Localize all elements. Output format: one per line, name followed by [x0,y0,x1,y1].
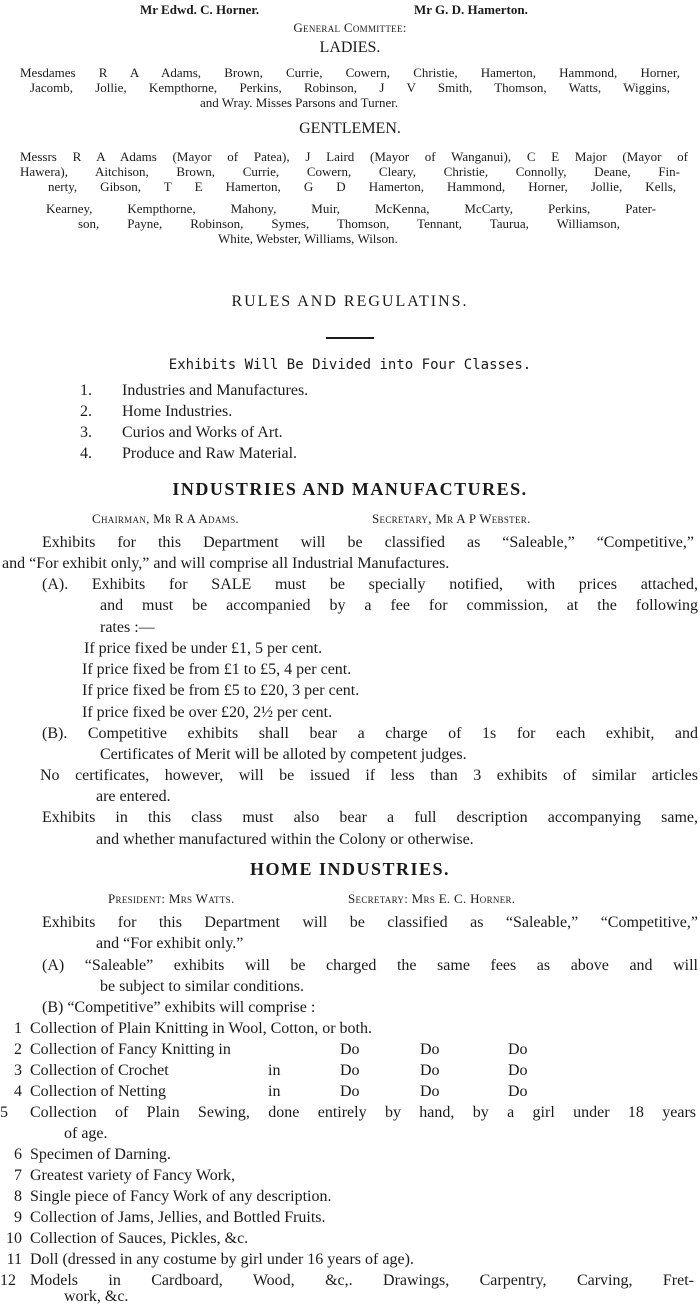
list-item: 10 Collection of Sauces, Pickles, &c. [6,1230,249,1247]
home-a-1: (A) “Saleable” exhibits will be charged the same fees as above and will [42,957,698,974]
gentlemen-line-5: son, Payne, Robinson, Symes, Thomson, Tennant, Taurua, Williamson, [78,216,620,231]
home-intro-1: Exhibits for this Department will be classified as “Saleable,” “Competitive,” [42,914,698,931]
ditto-mark: Do [508,1041,528,1058]
list-item: 8 Single piece of Fancy Work of any description. [14,1188,332,1205]
ditto-mark: Do [420,1062,440,1079]
list-item: 12 Models in Cardboard, Wood, &c,. Drawings, Carpentry, Carving, Fret- [0,1272,694,1289]
class-item-3: 3. Curios and Works of Art. [80,424,283,441]
list-item: 9 Collection of Jams, Jellies, and Bottled Fruits. [14,1209,326,1226]
in-word: in [268,1083,281,1100]
ditto-mark: Do [340,1062,360,1079]
officer-left: Mr Edwd. C. Horner. [140,2,260,17]
list-item: 11 Doll (dressed in any costume by girl under 16 years of age). [6,1251,414,1268]
ladies-line-2: Jacomb, Jollie, Kempthorne, Perkins, Robinson, J V Smith, Thomson, Watts, Wiggins, [30,80,670,95]
industries-nocert-1: No certificates, however, will be issued if less than 3 exhibits of similar articles [40,767,698,784]
general-committee-label: General Committee: [293,20,407,35]
gentlemen-line-6: White, Webster, Williams, Wilson. [218,231,398,246]
home-secretary: Secretary: Mrs E. C. Horner. [348,891,516,906]
rules-title: RULES AND REGULATINS. [231,293,469,310]
class-item-4: 4. Produce and Raw Material. [80,445,298,462]
list-item: 5 Collection of Plain Sewing, done entirely by hand, by a girl under 18 years [0,1104,696,1121]
list-item: 3 Collection of Crochet [14,1062,169,1079]
list-item-continuation: of age. [64,1125,108,1142]
industries-secretary: Secretary, Mr A P Webster. [372,511,531,526]
ditto-mark: Do [340,1041,360,1058]
ladies-line-3: and Wray. Misses Parsons and Turner. [200,95,399,110]
list-item: 7 Greatest variety of Fancy Work, [14,1167,236,1184]
rate-line-1: If price fixed be under £1, 5 per cent. [84,640,323,657]
industries-desc-1: Exhibits in this class must also bear a full description accompanying same, [42,809,698,826]
ditto-mark: Do [420,1083,440,1100]
list-item: 4 Collection of Netting [14,1083,166,1100]
ditto-mark: Do [420,1041,440,1058]
ladies-line-1: Mesdames R A Adams, Brown, Currie, Cowern, Christie, Hamerton, Hammond, Horner, [20,65,680,80]
class-item-1: 1. Industries and Manufactures. [80,382,309,399]
home-president: President: Mrs Watts. [108,891,235,906]
class-item-2: 2. Home Industries. [80,403,233,420]
industries-a-2: and must be accompanied by a fee for commission, at the following [100,597,698,614]
industries-heading: INDUSTRIES AND MANUFACTURES. [172,479,528,499]
home-b-1: (B) “Competitive” exhibits will comprise : [42,999,316,1016]
gentlemen-heading: GENTLEMEN. [299,120,401,137]
list-item: 2 Collection of Fancy Knitting in [14,1041,231,1058]
ditto-mark: Do [508,1083,528,1100]
industries-b-2: Certificates of Merit will be alloted by competent judges. [100,746,467,763]
industries-desc-2: and whether manufactured within the Colony or otherwise. [96,831,474,848]
ladies-heading: LADIES. [319,39,381,56]
industries-a-1: (A). Exhibits for SALE must be specially notified, with prices attached, [42,576,698,593]
home-intro-2: and “For exhibit only.” [96,935,244,952]
list-item-continuation: work, &c. [64,1288,129,1305]
rate-line-2: If price fixed be from £1 to £5, 4 per cent. [82,661,352,678]
home-a-2: be subject to similar conditions. [100,978,304,995]
gentlemen-line-2: Hawera), Aitchison, Brown, Currie, Cowern, Cleary, Christie, Connolly, Deane, Fin- [20,164,680,179]
home-heading: HOME INDUSTRIES. [249,859,451,879]
gentlemen-line-3: nerty, Gibson, T E Hamerton, G D Hamerton, Hammond, Horner, Jollie, Kells, [48,179,676,194]
industries-chairman: Chairman, Mr R A Adams. [92,511,239,526]
industries-intro-2: and “For exhibit only,” and will comprise all Industrial Manufactures. [2,555,450,572]
ditto-mark: Do [508,1062,528,1079]
gentlemen-line-1: Messrs R A Adams (Mayor of Patea), J Laird (Mayor of Wanganui), C E Major (Mayor of [20,149,688,164]
industries-nocert-2: are entered. [96,788,171,805]
classes-heading: Exhibits Will Be Divided into Four Classes. [168,357,532,373]
industries-intro-1: Exhibits for this Department will be classified as “Saleable,” “Competitive,” [42,534,694,551]
gentlemen-line-4: Kearney, Kempthorne, Mahony, Muir, McKenna, McCarty, Perkins, Pater- [46,201,656,216]
list-item: 6 Specimen of Darning. [14,1146,171,1163]
rate-line-3: If price fixed be from £5 to £20, 3 per cent. [82,682,360,699]
rate-line-4: If price fixed be over £20, 2½ per cent. [82,704,333,721]
ditto-mark: Do [340,1083,360,1100]
officer-right: Mr G. D. Hamerton. [414,2,528,17]
industries-b-1: (B). Competitive exhibits shall bear a charge of 1s for each exhibit, and [42,725,698,742]
industries-a-3: rates :— [100,619,155,636]
list-item: 1 Collection of Plain Knitting in Wool, Cotton, or both. [14,1020,372,1037]
in-word: in [268,1062,281,1079]
divider-rule [326,337,374,339]
